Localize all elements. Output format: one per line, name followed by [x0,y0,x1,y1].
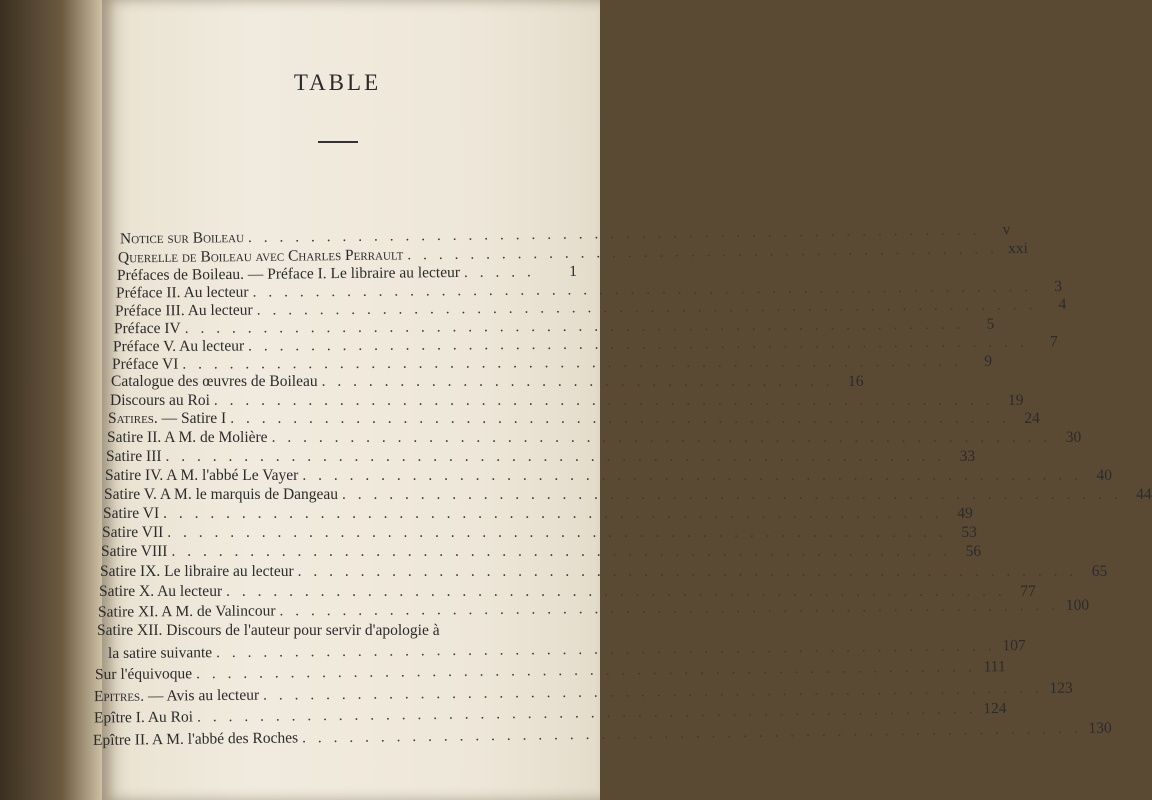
leader-dots: . . . . . . . . . . . . . . . . . . . . . . . . . . . . . . . . . . . . . . . . . . . . . . . . . . [165,448,946,465]
toc-entry-label [108,410,226,428]
toc-entry-label: Préfaces de Boileau. — Préface I. Le libraire au lecteur [116,264,461,285]
toc-entry [105,467,1112,487]
leader-dots: . . . . . . . . . . . . . . . . . . . . . . . . . . . . . . . . . . . . . . . . . . . . . . . . . . [167,524,947,541]
leader-dots: . . . . . . . . . . . . . . . . . . . . . . . . . . . . . . . . . . . . . . . . . . . . . . . . . . [196,700,977,726]
leader-dots: . . . . . . . . . . . . . . . . . . . . . . . . . . . . . . . . . . . . . . . . . . . . . . . . . . [342,486,1122,503]
toc-entry-label: Querelle de Boileau avec Charles Perrault [117,246,404,267]
toc-entry-page: v [1002,221,1011,239]
toc-entry [106,448,976,468]
toc-entry-page: 19 [1008,392,1024,409]
toc-entry-label: Préface III. Au lecteur [114,301,253,320]
toc-entry-label: Catalogue des œuvres de Boileau [111,373,318,390]
toc-entry-page: 9 [984,352,993,370]
leader-dots: . . . . . . . . . . . . . . . . . . . . . . . . . . . . . . . . . . . . . . . . . . . . . . . . . . [182,352,963,373]
leader-dots: . . . . . . . . . . . . . . . . . . . . . . . . . . . . . . . . . . . . . . . . . . . . . . . . . . [226,583,1006,600]
leader-dots: . . . . . . . . . . . . . . . . . . . . . . . . . . . . . . . . . . . . . . . . . . . . . . . . . . [171,543,952,560]
toc-entry-label: Satire VIII [101,543,168,560]
toc-entry-page: 124 [983,699,1007,718]
leader-dots: . . . . . [463,263,535,281]
toc-entry-page: 111 [983,658,1006,676]
toc-entry-label [94,687,259,706]
toc-entry [111,373,864,393]
toc-entry-page: 49 [957,505,973,522]
toc-entry [102,524,977,544]
toc-entry-label: Notice sur Boileau [119,229,245,248]
toc-entry-page: 77 [1020,583,1036,600]
toc-entry [108,410,1040,430]
leader-dots: . . . . . . . . . . . . . . . . . . . . . . . . . . . . . . . . . [321,373,834,390]
toc-entry [93,699,1007,729]
leader-dots: . . . . . . . . . . . . . . . . . . . . . . . . . . . . . . . . . . . . . . . . . . . . . . . . . . [163,505,943,522]
leader-dots: . . . . . . . . . . . . . . . . . . . . . . . . . . . . . . . . . . . . . . [407,240,999,264]
toc-entry-label: Discours au Roi [110,392,210,409]
toc-entry [100,563,1108,583]
leader-dots: . . . . . . . . . . . . . . . . . . . . . . . . . . . . . . . . . . . . . . . . . . . . . . . . . . [297,563,1078,580]
toc-entry-label: Satire II. A M. de Molière [107,429,268,446]
toc-entry-label: Satire VI [103,505,160,522]
toc-entry-page: 44 [1136,486,1152,503]
toc-entry [97,596,1090,623]
toc-entry-label: Epître I. Au Roi [93,708,194,727]
toc-entry-label: Préface VI [111,355,179,373]
toc-entry-label: Satire XII. Discours de l'auteur pour servir d'apologie à [97,622,440,639]
section-heading: Epitres [93,687,141,706]
leader-dots: . . . . . . . . . . . . . . . . . . . . . . . . . . . . . . . . . . . . . . . . . . . . . . . . . . [252,278,1033,301]
leader-dots: . . . . . . . . . . . . . . . . . . . . . . . . . . . . . . . . . . . . . . . . . . . . . . . . . . [271,429,1052,446]
page-title: TABLE [293,70,382,95]
toc-entry-label: Satire V. A M. le marquis de Dangeau [104,486,339,503]
toc-entry [103,505,973,525]
toc-entry-label: Satire IX. Le libraire au lecteur [100,563,294,580]
toc-entry [110,392,1024,412]
toc-entry-page: 7 [1049,333,1058,351]
toc-entry [97,622,579,642]
leader-dots: . . . . . . . . . . . . . . . . . . . . . . . . . . . . . . . . . . . . . . . . . . . . . . . . . . [302,467,1082,484]
toc-entry-label: Préface II. Au lecteur [115,283,249,302]
toc-entry-page: 16 [847,373,864,390]
toc-entry-page: 24 [1024,410,1040,427]
toc-entry-page: 1 [569,262,578,281]
toc-entry [92,719,1112,752]
toc-entry-page: 130 [1088,719,1112,737]
toc-entry [107,637,1026,665]
leader-dots: . . . . . . . . . . . . . . . . . . . . . . . . . . . . . . . . . . . . . . . . . . . . . . . . . . [248,333,1028,355]
toc-entry-label: Epître II. A M. l'abbé des Roches [92,729,299,749]
toc-entry-label: Satire XI. A M. de Valincour [97,602,276,621]
toc-entry-label: Sur l'équivoque [94,665,193,684]
toc-entry [104,486,1152,506]
toc-entry-page: 123 [1049,679,1073,697]
toc-entry-label-tail: . — Avis au lecteur [140,686,260,705]
toc-entry-page: 5 [986,315,995,333]
leader-dots: . . . . . . . . . . . . . . . . . . . . . . . . . . . . . . . . . . . . . . . . . . . . . . . . . . [230,410,1010,427]
toc-entry-page: xxi [1008,239,1029,258]
leader-dots: . . . . . . . . . . . . . . . . . . . . . . . . . . . . . . . . . . . . . . . . . . . . . . . . . . [279,596,1060,620]
toc-entry-page: 107 [1002,637,1026,655]
leader-dots: . . . . . . . . . . . . . . . . . . . . . . . . . . . . . . . . . . . . . . . . . . . . . . . . . . [263,679,1043,704]
toc-entry-label: Satire VII [102,524,164,541]
toc-entry-page: 53 [961,524,977,541]
toc-entry-page: 100 [1065,596,1090,614]
toc-entry [107,429,1082,449]
toc-entry-label: Satire X. Au lecteur [99,583,223,600]
toc-entry-page: 40 [1096,467,1112,484]
toc-entry [94,658,1006,686]
leader-dots: . . . . . . . . . . . . . . . . . . . . . . . . . . . . . . . . . . . . . . . . . . . . . . . . . . [256,296,1037,319]
toc-entry-page: 33 [959,448,976,465]
toc-entry-label: Satire III [106,448,162,465]
leader-dots: . . . . . . . . . . . . . . . . . . . . . . . . . . . . . . . . . . . . . . . . . . . . . . . [247,221,981,247]
leader-dots: . . . . . . . . . . . . . . . . . . . . . . . . . . . . . . . . . . . . . . . . . . . . . . . . . . [195,658,976,683]
toc-entry-label: Préface V. Au lecteur [112,337,245,356]
leader-dots: . . . . . . . . . . . . . . . . . . . . . . . . . . . . . . . . . . . . . . . . . . . . . . . . . . [184,315,965,337]
toc-entry-label-tail: . — Satire I [153,410,227,427]
leader-dots: . . . . . . . . . . . . . . . . . . . . . . . . . . . . . . . . . . . . . . . . . . . . . . . . . . [302,719,1082,747]
toc-entry-page: 56 [965,543,982,560]
toc-entry-page: 4 [1058,295,1067,314]
toc-entry-page: 65 [1091,563,1108,580]
section-heading: Satires [108,410,154,427]
toc-entry-page: 30 [1065,429,1082,446]
toc-entry-label: Préface IV [113,319,181,338]
leader-dots: . . . . . . . . . . . . . . . . . . . . . . . . . . . . . . . . . . . . . . . . . . . . . . . . . . [216,637,996,662]
toc-entry-page: 3 [1054,278,1063,296]
toc-entry-label: Satire IV. A M. l'abbé Le Vayer [105,467,299,484]
toc-entry [101,543,982,563]
leader-dots: . . . . . . . . . . . . . . . . . . . . . . . . . . . . . . . . . . . . . . . . . . . . . . . . . . [213,392,994,409]
toc-entry-label: la satire suivante [107,644,213,663]
